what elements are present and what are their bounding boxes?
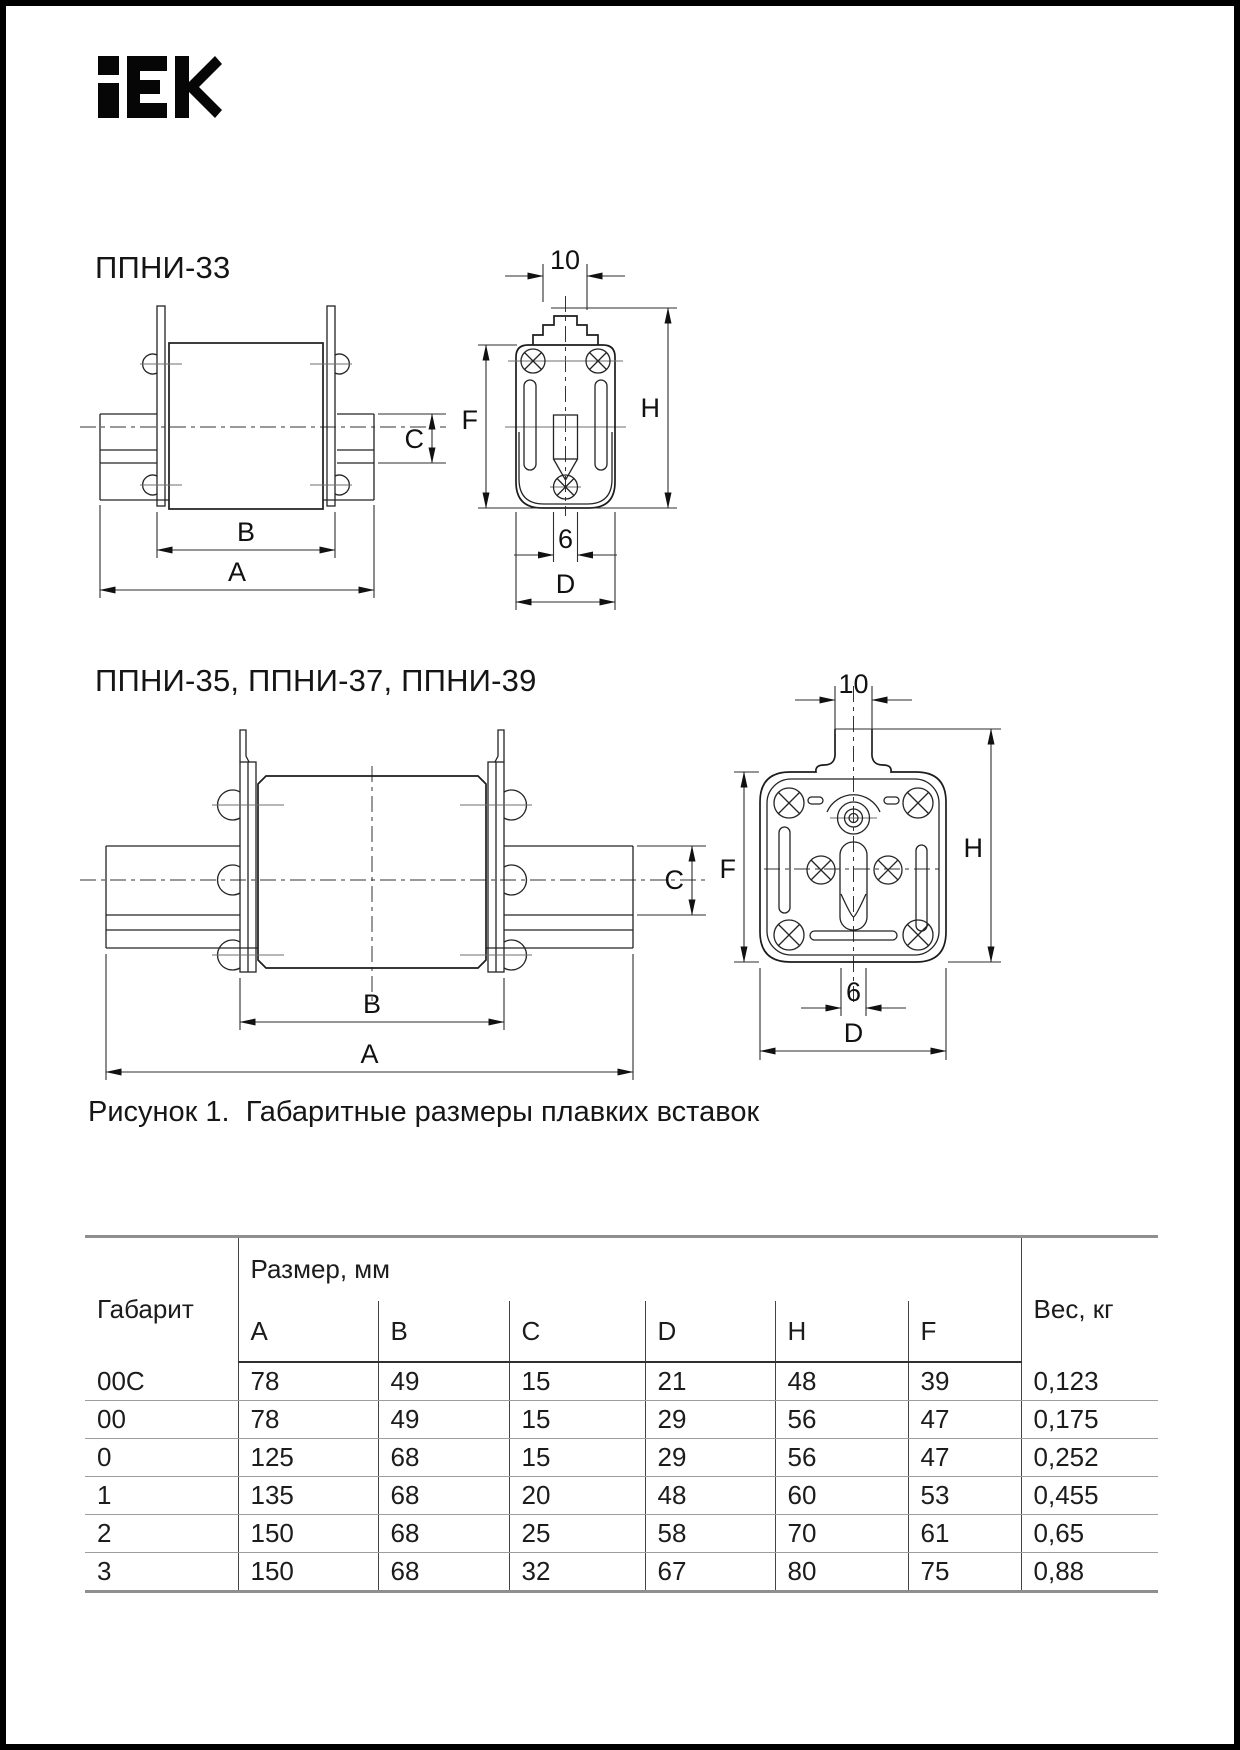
dim-label-b: B — [362, 989, 382, 1019]
cell-gabarit: 00 — [85, 1401, 238, 1439]
col-header-h: H — [775, 1301, 908, 1362]
dim-label-d: D — [555, 569, 576, 599]
cell-weight: 0,252 — [1021, 1439, 1158, 1477]
dim-label-6: 6 — [557, 524, 574, 554]
cell-weight: 0,175 — [1021, 1401, 1158, 1439]
figure2-drawing — [60, 660, 1010, 1085]
cell-gabarit: 2 — [85, 1515, 238, 1553]
fig1-side-plates — [157, 306, 335, 506]
fig1-dim-6 — [514, 512, 617, 562]
table-row: 2 150 68 25 58 70 61 0,65 — [85, 1515, 1158, 1553]
fig2-dim-f — [720, 772, 760, 962]
fig1-side-view — [80, 306, 446, 598]
fig2-side-view — [80, 730, 706, 1080]
iek-logo-icon — [85, 56, 235, 118]
col-header-c: C — [509, 1301, 645, 1362]
fig1-dim-h — [551, 308, 677, 508]
dim-label-10: 10 — [549, 245, 581, 275]
cell-gabarit: 00C — [85, 1362, 238, 1401]
fig1-dim-b — [157, 512, 335, 558]
fig1-fuse-body — [169, 343, 323, 509]
cell-weight: 0,88 — [1021, 1553, 1158, 1592]
col-header-f: F — [908, 1301, 1021, 1362]
dim-label-10: 10 — [838, 669, 869, 699]
cell-weight: 0,455 — [1021, 1477, 1158, 1515]
fig2-dim-10 — [795, 669, 912, 758]
table-row: 00 78 49 15 29 56 47 0,175 — [85, 1401, 1158, 1439]
dim-label-h: H — [640, 393, 660, 423]
fig2-knife-blade — [106, 846, 633, 948]
dim-label-6: 6 — [845, 977, 862, 1007]
dim-label-c: C — [664, 865, 684, 895]
dim-label-b: B — [236, 517, 256, 547]
table-row: 00C 78 49 15 21 48 39 0,123 — [85, 1362, 1158, 1401]
table-row: 3 150 68 32 67 80 75 0,88 — [85, 1553, 1158, 1592]
fig1-front-view — [462, 245, 678, 610]
dim-label-f: F — [461, 405, 478, 435]
dim-label-a: A — [227, 557, 247, 587]
figure1-drawing — [60, 245, 700, 620]
col-header-size: Размер, мм — [238, 1237, 1021, 1302]
col-header-gabarit: Габарит — [97, 1293, 194, 1324]
col-header-weight: Вес, кг — [1021, 1237, 1158, 1363]
dim-label-d: D — [843, 1018, 864, 1048]
cell-gabarit: 0 — [85, 1439, 238, 1477]
col-header-d: D — [645, 1301, 775, 1362]
table-row: 0 125 68 15 29 56 47 0,252 — [85, 1439, 1158, 1477]
fig2-dim-6 — [801, 968, 906, 1016]
figure1-title: ППНИ-33 — [95, 250, 231, 285]
cell-weight: 0,123 — [1021, 1362, 1158, 1401]
dim-label-f: F — [719, 854, 736, 884]
dimensions-table — [85, 1235, 1158, 1593]
dim-label-a: A — [360, 1039, 379, 1069]
cell-gabarit: 3 — [97, 1556, 112, 1586]
fig2-middle-rivets — [807, 856, 902, 884]
fig2-front-view — [720, 669, 1002, 1060]
figure2-title: ППНИ-35, ППНИ-37, ППНИ-39 — [95, 663, 537, 698]
cell-weight: 0,65 — [1021, 1515, 1158, 1553]
table-row: 1 135 68 20 48 60 53 0,455 — [85, 1477, 1158, 1515]
col-header-a: A — [238, 1301, 378, 1362]
dim-label-c: C — [404, 424, 424, 454]
cell-gabarit: 1 — [85, 1477, 238, 1515]
iek-logo — [85, 56, 235, 118]
fig1-clip-ticks — [140, 364, 352, 485]
dim-label-h: H — [963, 833, 983, 863]
fig1-spring-clips — [143, 354, 350, 495]
fig1-dim-c — [378, 414, 446, 463]
figure-caption: Рисунок 1. Габаритные размеры плавких вставок — [88, 1096, 760, 1128]
col-header-b: B — [378, 1301, 509, 1362]
